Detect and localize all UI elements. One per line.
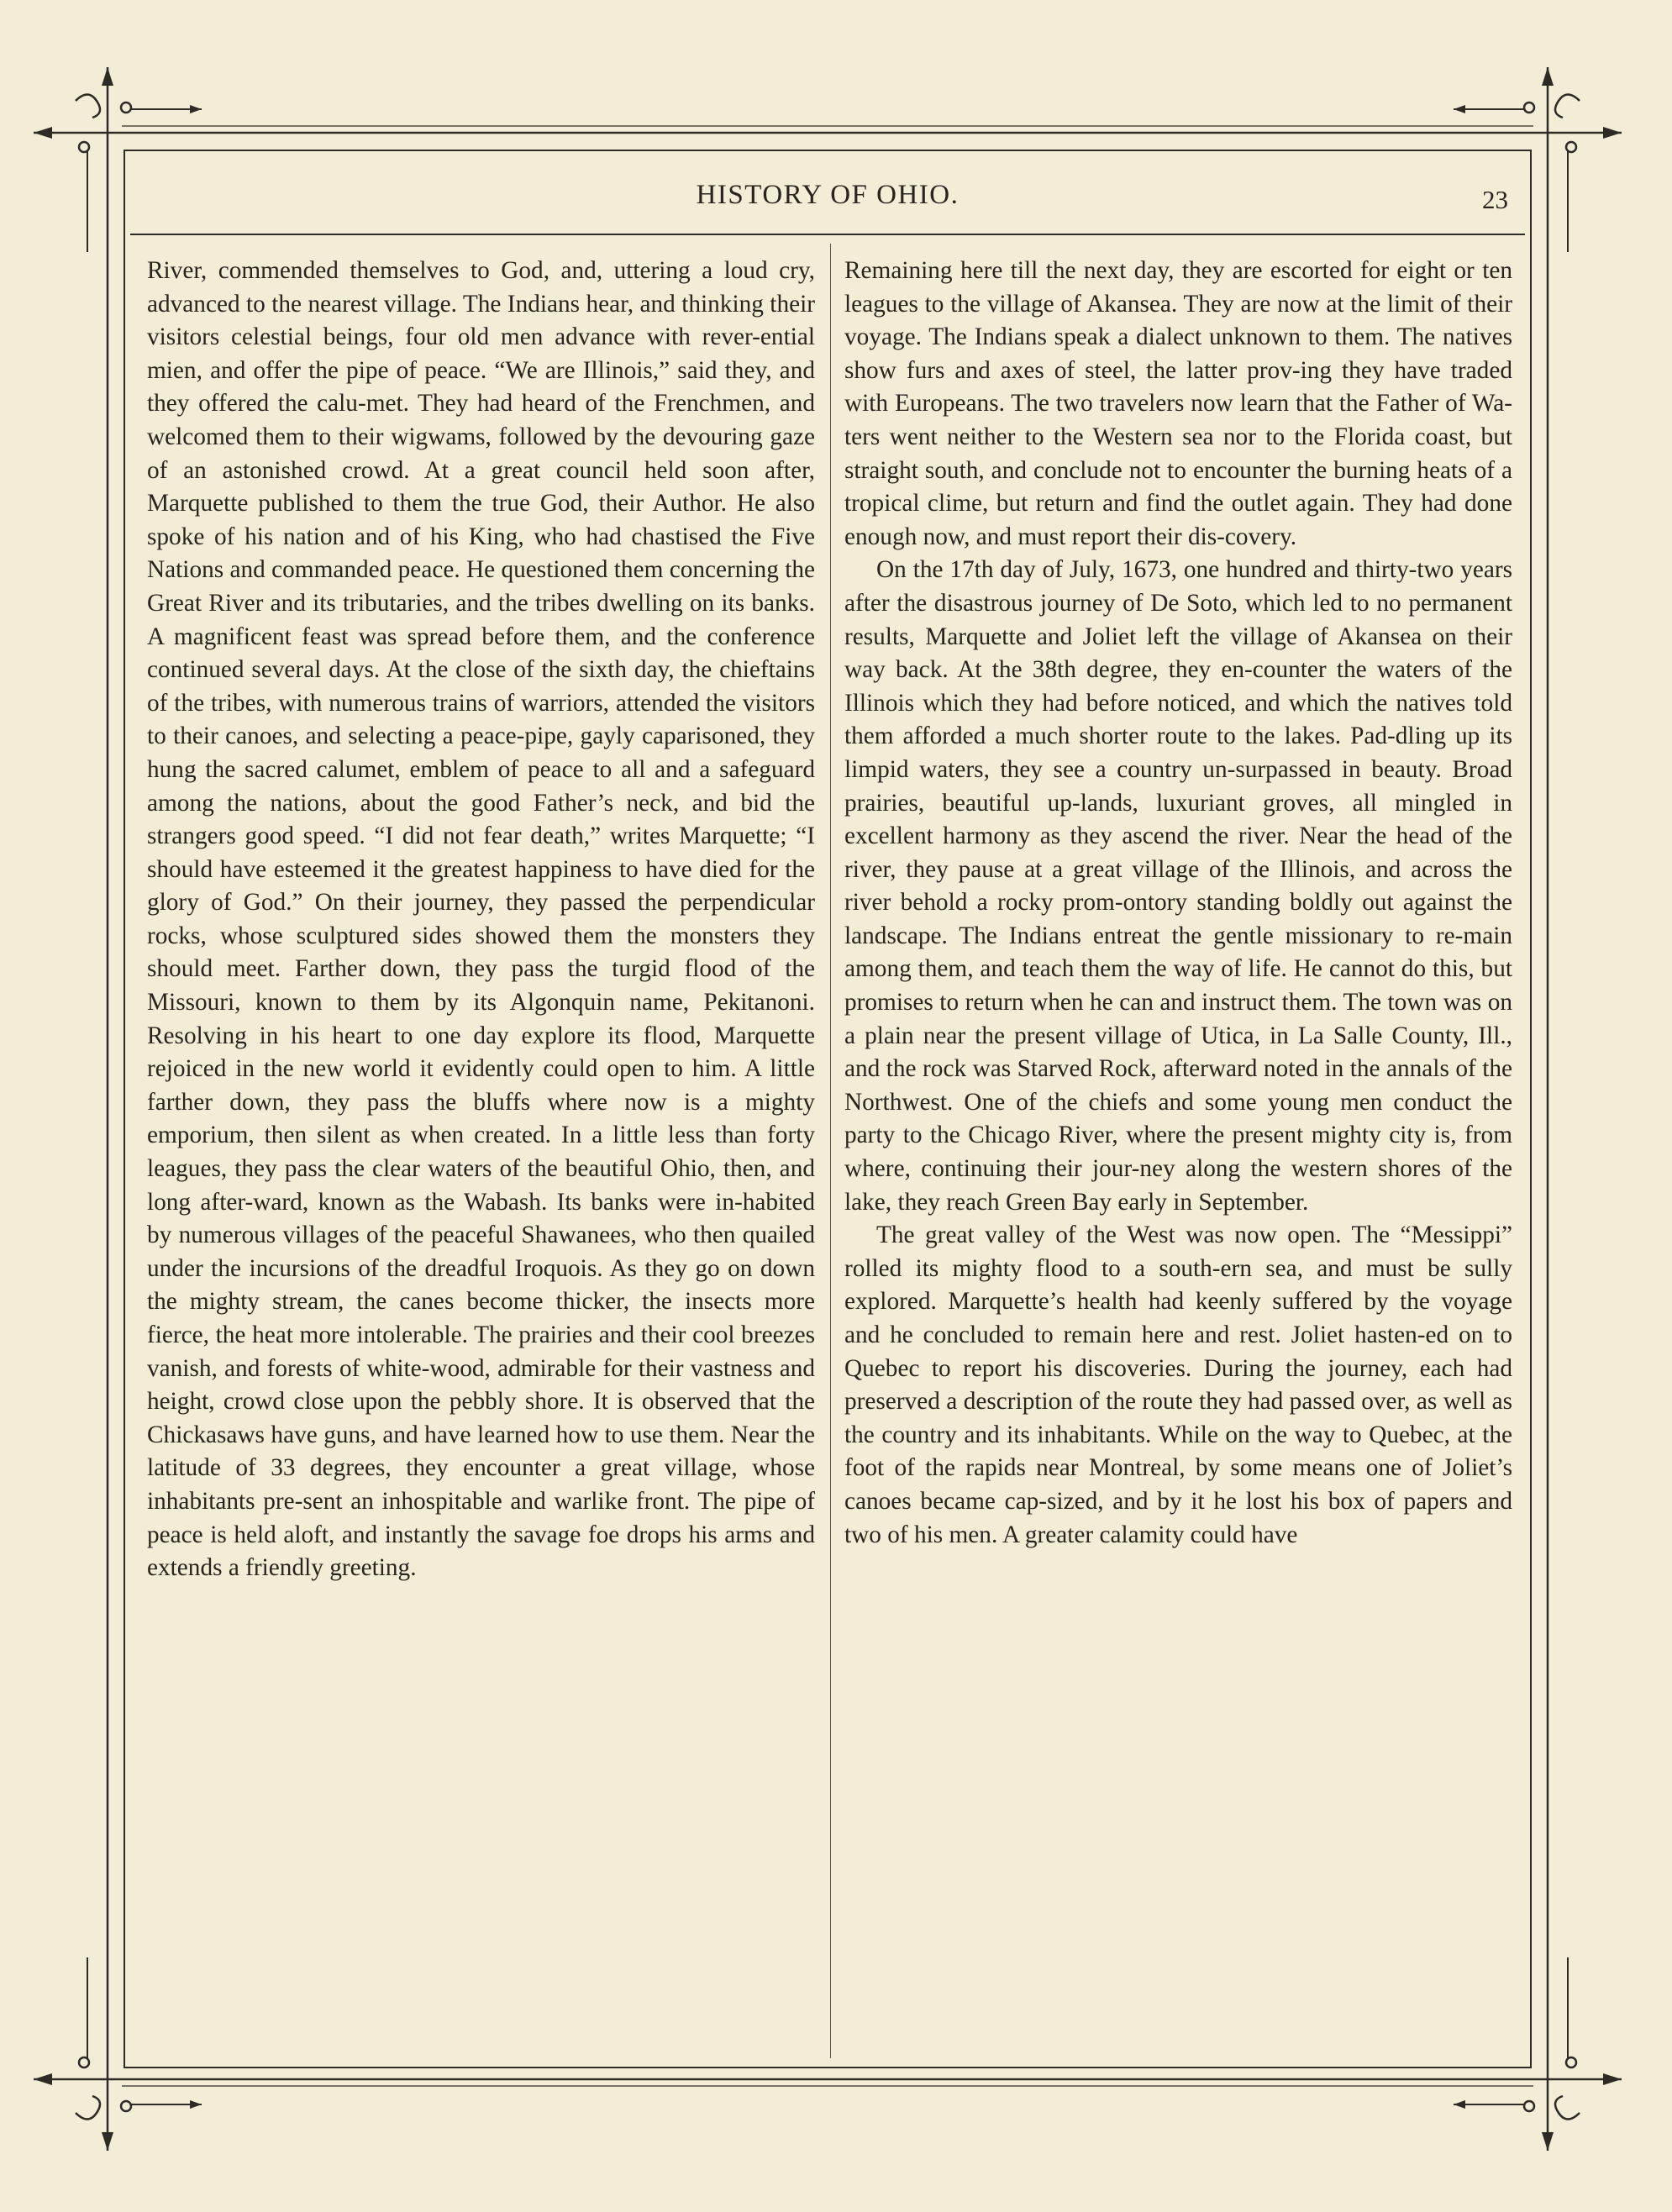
paragraph: Remaining here till the next day, they are escorted for eight or ten leagues to the village of Akansea. They are now at the limit of their voyage. The Indians speak a dialect unknown to them. The natives show furs and axes of steel, the latter prov-ing they have traded with Europeans. The two travelers now learn that the Father of Wa-ters went neither to the Western sea nor to the Florida coast, but straight south, and conclude not to encounter the burning heats of a tropical clime, but return and find the outlet again. They had done enough now, and must report their dis-covery.: [844, 257, 1512, 550]
left-column: [147, 255, 815, 1585]
right-column: [844, 255, 1512, 1552]
column-divider: [830, 244, 831, 2058]
paragraph: On the 17th day of July, 1673, one hundred and thirty-two years after the disastrous journey of De Soto, which led to no permanent results, Marquette and Joliet left the village of Akansea on their way back. At the 38th degree, they en-counter the waters of the Illinois which they had before noticed, and which the natives told them afforded a much shorter route to the lakes. Pad-dling up its limpid waters, they see a country un-surpassed in beauty. Broad prairies, beautiful up-lands, luxuriant groves, all mingled in excellent harmony as they ascend the river. Near the head of the river, they pause at a great village of the Illinois, and across the river behold a rocky prom-ontory standing boldly out against the landscape. The Indians entreat the gentle missionary to re-main among them, and teach them the way of life. He cannot do this, but promises to return when he can and instruct them. The town was on a plain near the present village of Utica, in La Salle County, Ill., and the rock was Starved Rock, afterward noted in the annals of the Northwest. One of the chiefs and some young men conduct the party to the Chicago River, where the present mighty city is, from where, continuing their jour-ney along the western shores of the lake, they reach Green Bay early in September.: [844, 556, 1512, 1216]
page-title: HISTORY OF OHIO.: [696, 180, 960, 210]
paragraph: River, commended themselves to God, and, uttering a loud cry, advanced to the nearest village. The Indians hear, and thinking their visitors celestial beings, four old men advance with rever-ential mien, and offer the pipe of peace. “We are Illinois,” said they, and they offered the calu-met. They had heard of the Frenchmen, and welcomed them to their wigwams, followed by the devouring gaze of an astonished crowd. At a great council held soon after, Marquette published to them the true God, their Author. He also spoke of his nation and of his King, who had chastised the Five Nations and commanded peace. He questioned them concerning the Great River and its tributaries, and the tribes dwelling on its banks. A magnificent feast was spread before them, and the conference continued several days. At the close of the sixth day, the chieftains of the tribes, with numerous trains of warriors, attended the visitors to their canoes, and selecting a peace-pipe, gayly caparisoned, they hung the sacred calumet, emblem of peace to all and a safeguard among the nations, about the good Father’s neck, and bid the strangers good speed. “I did not fear death,” writes Marquette; “I should have esteemed it the greatest happiness to have died for the glory of God.” On their journey, they passed the perpendicular rocks, whose sculptured sides showed them the monsters they should meet. Farther down, they pass the turgid flood of the Missouri, known to them by its Algonquin name, Pekitanoni. Resolving in his heart to one day explore its flood, Marquette rejoiced in the new world it evidently could open to him. A little farther down, they pass the bluffs where now is a mighty emporium, then silent as when created. In a little less than forty leagues, they pass the clear waters of the beautiful Ohio, then, and long after-ward, known as the Wabash. Its banks were in-habited by numerous villages of the peaceful Shawanees, who then quailed under the incursions of the dreadful Iroquois. As they go on down the mighty stream, the canes become thicker, the insects more fierce, the heat more intolerable. The prairies and their cool breezes vanish, and forests of white-wood, admirable for their vastness and height, crowd close upon the pebbly shore. It is observed that the Chickasaws have guns, and have learned how to use them. Near the latitude of 33 degrees, they encounter a great village, whose inhabitants pre-sent an inhospitable and warlike front. The pipe of peace is held aloft, and instantly the savage foe drops his arms and extends a friendly greeting.: [147, 257, 815, 1582]
page-number: 23: [1482, 185, 1508, 214]
header-rule: [130, 234, 1525, 235]
running-head: [125, 180, 1530, 223]
paragraph: The great valley of the West was now open. The “Messippi” rolled its mighty flood to a south-ern sea, and must be sully explored. Marquette’s health had keenly suffered by the voyage and he concluded to remain here and rest. Joliet hasten-ed on to Quebec to report his discoveries. During the journey, each had preserved a description of the route they had passed over, as well as the country and its inhabitants. While on the way to Quebec, at the foot of the rapids near Montreal, by some means one of Joliet’s canoes became cap-sized, and by it he lost his box of papers and two of his men. A greater calamity could have: [844, 1222, 1512, 1548]
